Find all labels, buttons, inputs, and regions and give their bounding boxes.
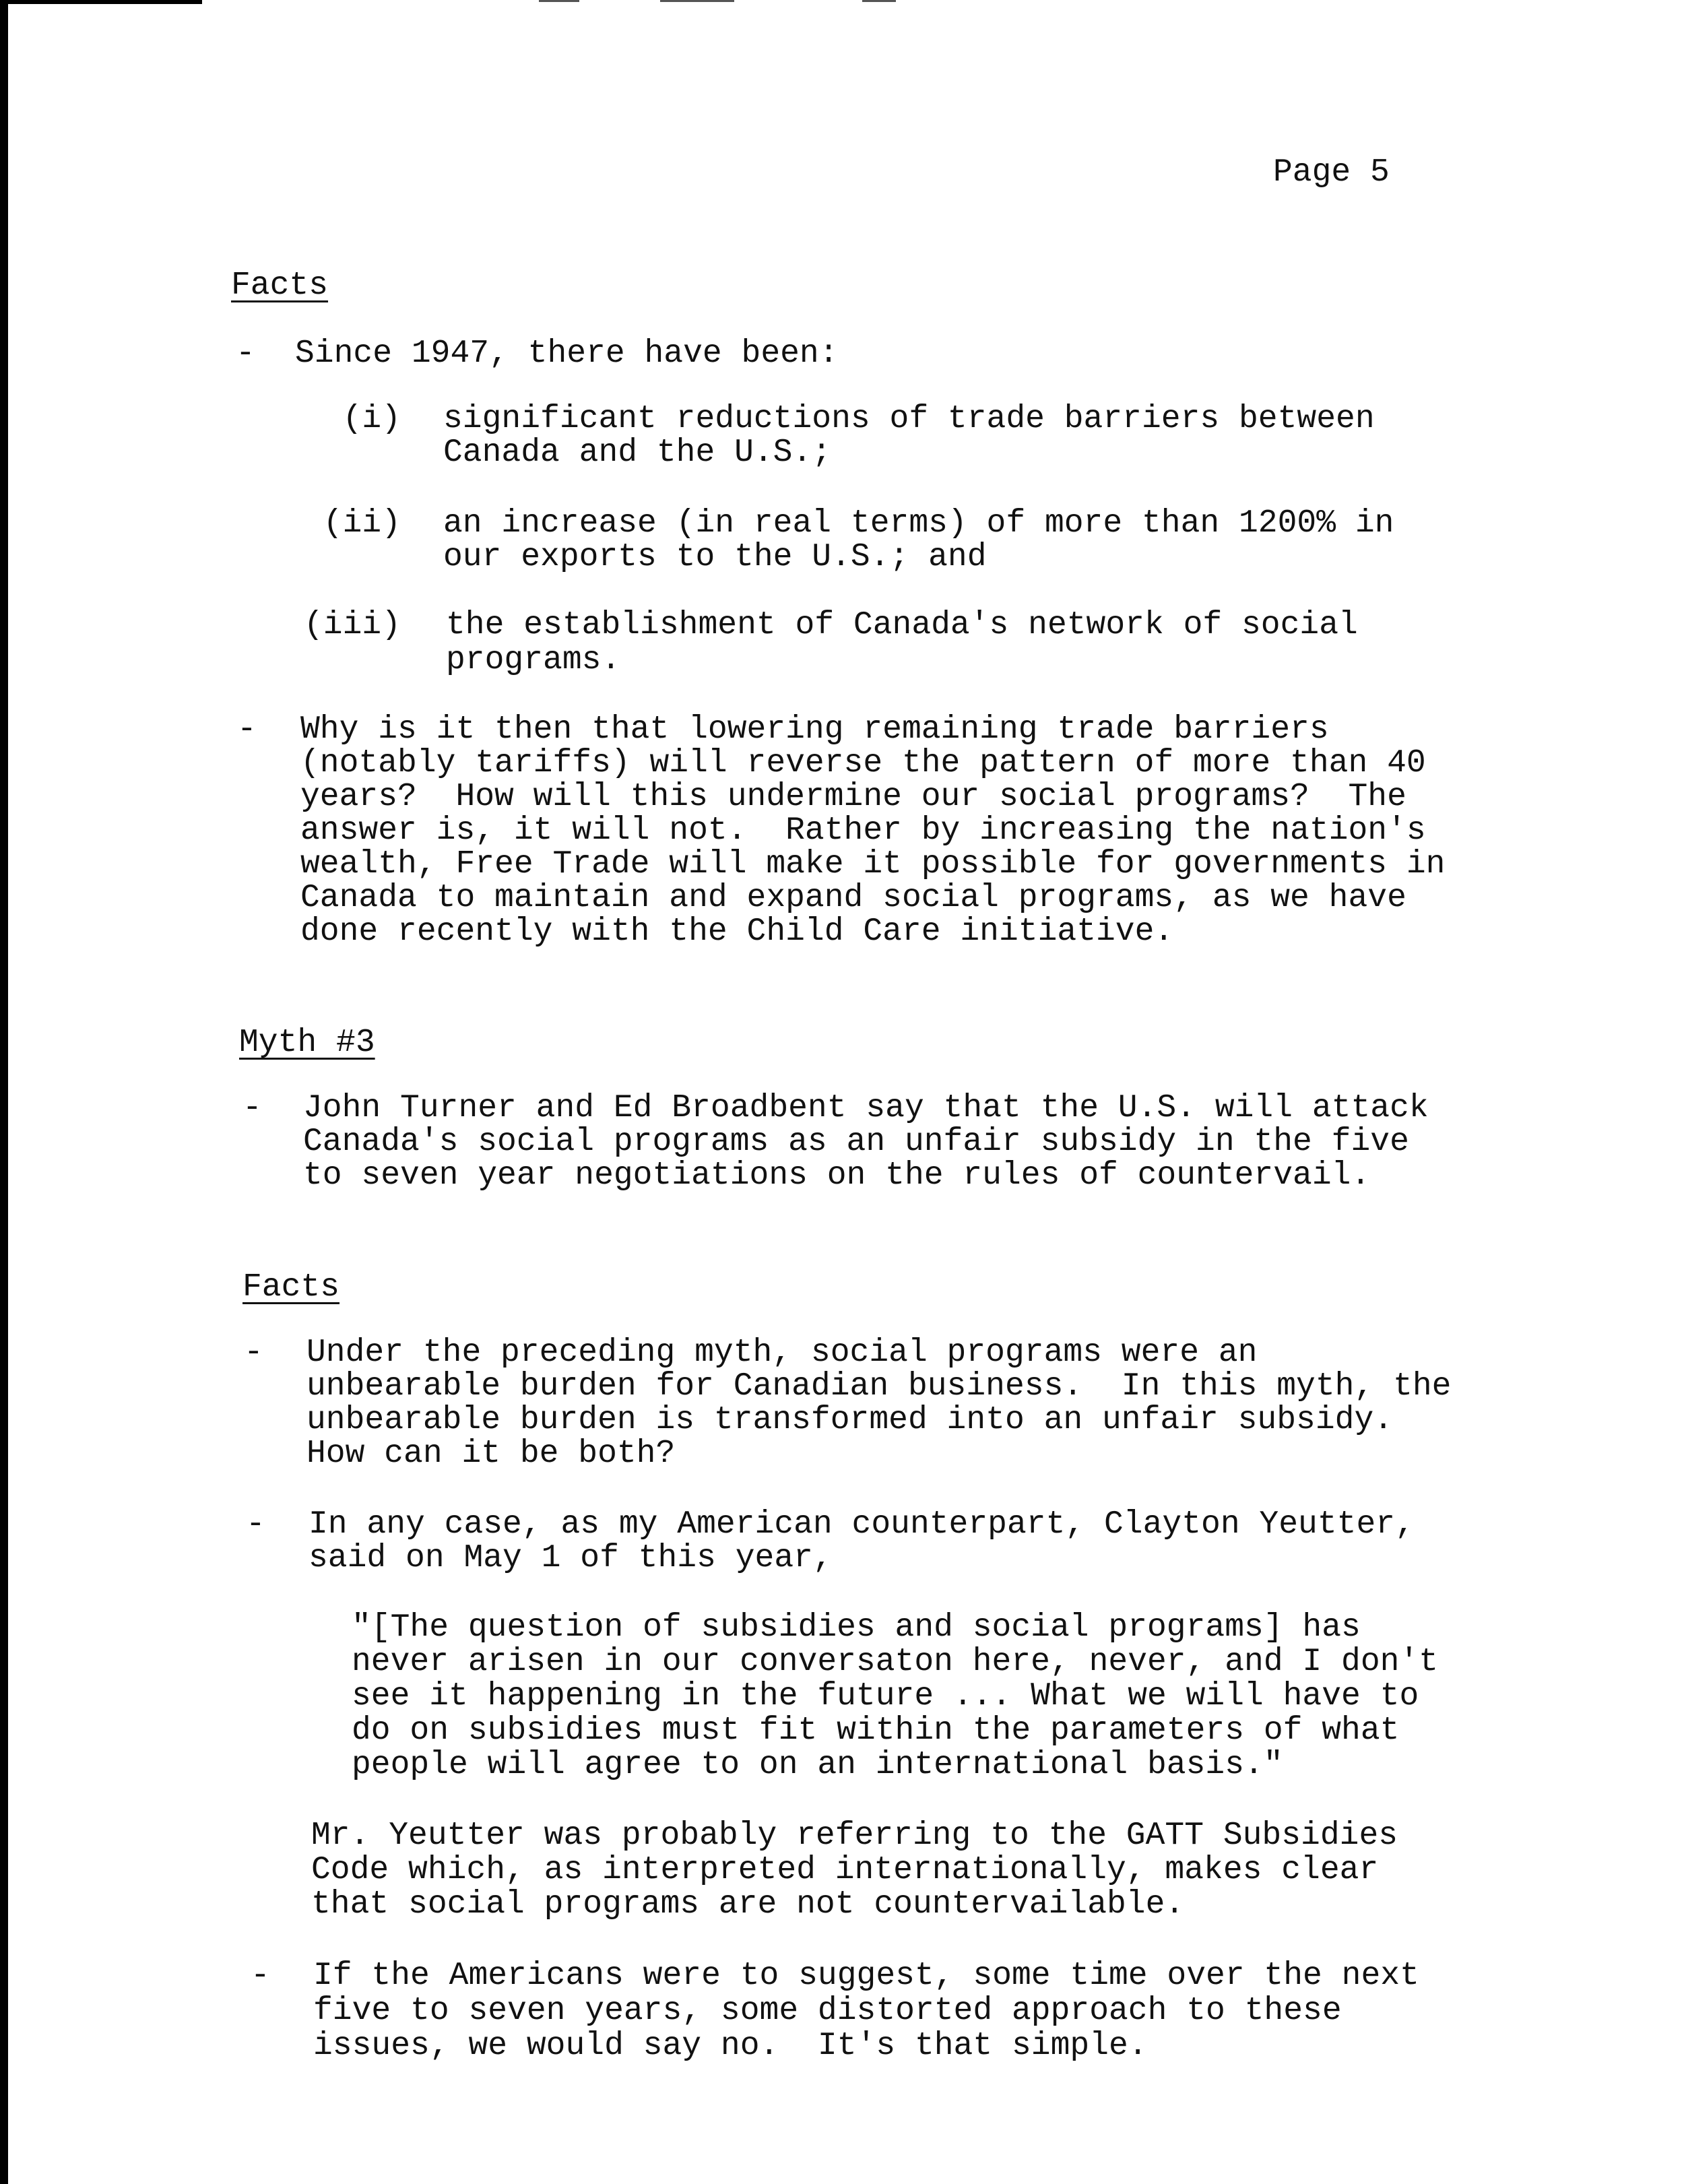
quote-line: people will agree to on an international basis." xyxy=(352,1747,1283,1783)
quote-line: do on subsidies must fit within the parameters of what xyxy=(352,1712,1400,1749)
scan-left-edge xyxy=(0,0,8,2184)
quote-line: never arisen in our conversaton here, never, and I don't xyxy=(352,1644,1439,1680)
paragraph-line: Code which, as interpreted internationally, makes clear xyxy=(311,1852,1379,1888)
list-item-line: programs. xyxy=(446,642,621,678)
paragraph-line: unbearable burden for Canadian business. In this myth, the xyxy=(306,1368,1452,1405)
paragraph-line: said on May 1 of this year, xyxy=(309,1540,833,1576)
bullet-dash: - xyxy=(251,1958,270,1994)
paragraph-line: years? How will this undermine our social programs? The xyxy=(300,779,1406,815)
paragraph-line: (notably tariffs) will reverse the pattern of more than 40 xyxy=(300,745,1426,781)
paragraph-line: unbearable burden is transformed into an unfair subsidy. xyxy=(306,1402,1394,1438)
list-marker: (iii) xyxy=(303,607,401,643)
quote-line: "[The question of subsidies and social programs] has xyxy=(352,1609,1361,1646)
list-item-line: our exports to the U.S.; and xyxy=(443,539,987,575)
paragraph-line: Canada to maintain and expand social programs, as we have xyxy=(300,880,1406,916)
paragraph-line: How can it be both? xyxy=(306,1436,676,1472)
list-item-line: Canada and the U.S.; xyxy=(443,435,832,471)
scan-top-edge xyxy=(0,0,202,4)
scan-artifact xyxy=(862,0,896,2)
bullet-dash: - xyxy=(236,335,255,372)
section-heading-facts: Facts xyxy=(242,1269,340,1306)
paragraph-line: Under the preceding myth, social programs were an xyxy=(306,1335,1258,1371)
paragraph-line: Canada's social programs as an unfair subsidy in the five xyxy=(303,1124,1409,1160)
bullet-text: Since 1947, there have been: xyxy=(295,335,839,372)
list-item-line: an increase (in real terms) of more than 1200% in xyxy=(443,505,1394,542)
list-item-line: the establishment of Canada's network of social xyxy=(446,607,1358,643)
paragraph-line: done recently with the Child Care initiative. xyxy=(300,913,1174,950)
page-number: Page 5 xyxy=(1273,154,1390,191)
paragraph-line: five to seven years, some distorted approach to these xyxy=(313,1993,1342,2029)
quote-line: see it happening in the future ... What we will have to xyxy=(352,1678,1419,1714)
bullet-dash: - xyxy=(237,711,257,748)
bullet-dash: - xyxy=(242,1090,262,1126)
paragraph-line: Mr. Yeutter was probably referring to the GATT Subsidies xyxy=(311,1818,1398,1854)
paragraph-line: issues, we would say no. It's that simple. xyxy=(313,2028,1148,2064)
paragraph-line: answer is, it will not. Rather by increasing the nation's xyxy=(300,812,1426,849)
scan-artifact xyxy=(660,0,734,2)
list-marker: (ii) xyxy=(323,505,401,542)
paragraph-line: to seven year negotiations on the rules of countervail. xyxy=(303,1157,1371,1194)
list-marker: (i) xyxy=(342,401,401,437)
bullet-dash: - xyxy=(246,1506,265,1543)
paragraph-line: If the Americans were to suggest, some time over the next xyxy=(313,1958,1419,1994)
paragraph-line: wealth, Free Trade will make it possible for governments in xyxy=(300,846,1446,882)
paragraph-line: John Turner and Ed Broadbent say that the U.S. will attack xyxy=(303,1090,1429,1126)
paragraph-line: In any case, as my American counterpart, Clayton Yeutter, xyxy=(309,1506,1415,1543)
paragraph-line: Why is it then that lowering remaining trade barriers xyxy=(300,711,1329,748)
bullet-dash: - xyxy=(244,1335,263,1371)
list-item-line: significant reductions of trade barriers between xyxy=(443,401,1375,437)
section-heading-myth-3: Myth #3 xyxy=(239,1025,375,1061)
section-heading-facts: Facts xyxy=(231,267,329,304)
scan-artifact xyxy=(539,0,579,2)
paragraph-line: that social programs are not countervailable. xyxy=(311,1886,1185,1923)
